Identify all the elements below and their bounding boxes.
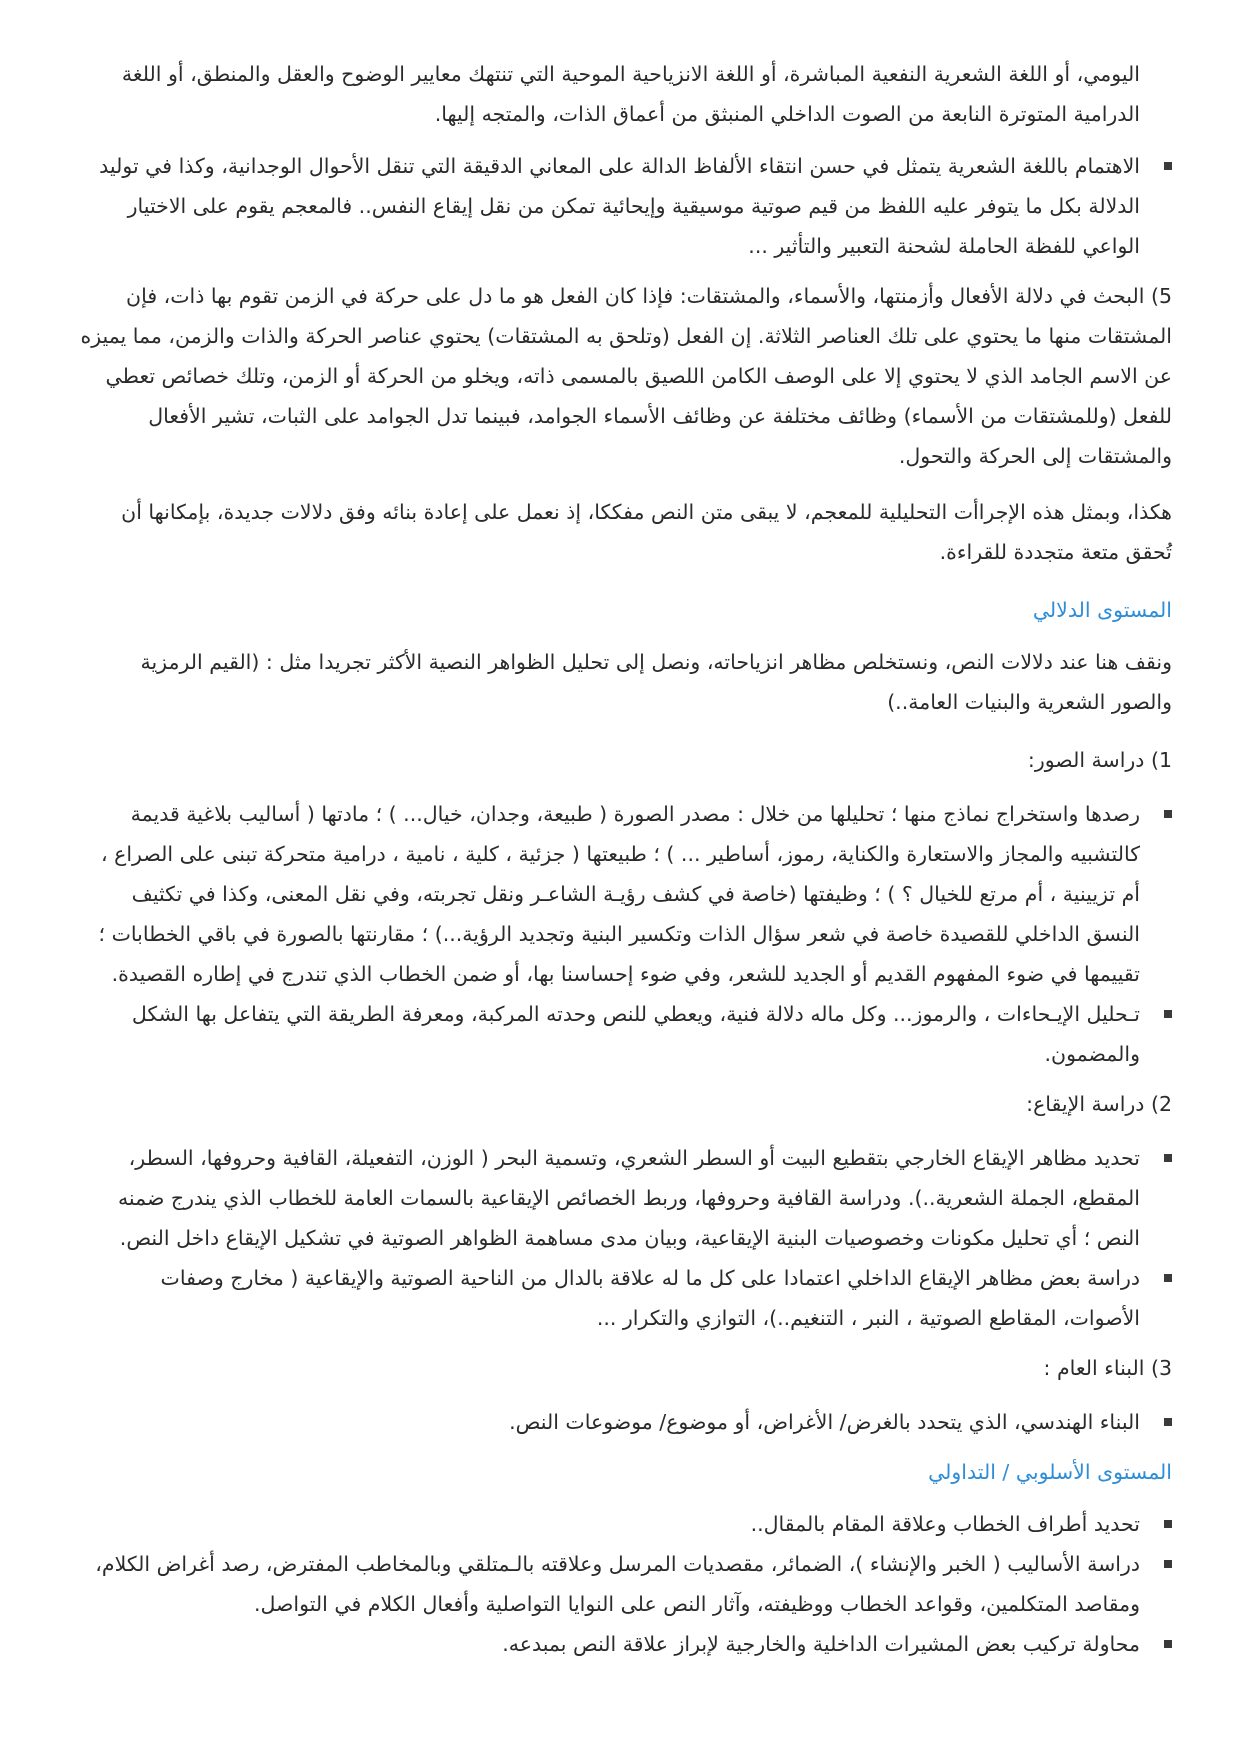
square-bullet-icon — [1164, 1560, 1172, 1568]
intro-continuation: اليومي، أو اللغة الشعرية النفعية المباشرة، أو اللغة الانزياحية الموحية التي تنتهك معايير الوضوح والعقل والمنطق، أو اللغة الدرامية المتوترة النابعة من الصوت الداخلي المنبثق من أعماق الذات، والمتجه إليها. — [121, 62, 1140, 126]
list-item: رصدها واستخراج نماذج منها ؛ تحليلها من خلال : مصدر الصورة ( طبيعة، وجدان، خيال... ) ؛ مادتها ( أساليب بلاغية قديمة كالتشبيه والمجاز والاستعارة والكناية، رموز، أساطير ... ) ؛ طبيعتها ( جزئية ، كلية ، نامية ، درامية متحركة تبنى على الصراع ، أم تزيينية ، أم مرتع للخيال ؟ ) ؛ وظيفتها (خاصة في كشف رؤيـة الشاعـر ونقل تجربته، وفي نقل المعنى، وكذا في تكثيف النسق الداخلي للقصيدة خاصة في شعر سؤال الذات وتكسير البنية وتجديد الرؤية...) ؛ مقارنتها بالصورة في باقي الخطابات ؛ تقييمها في ضوء المفهوم القديم أو الجديد للشعر، وفي ضوء إحساسنا بها، أو ضمن الخطاب الذي تندرج في إطاره القصيدة. — [80, 794, 1172, 994]
images-bullet-list — [80, 794, 1172, 1074]
square-bullet-icon — [1164, 1154, 1172, 1162]
intro-bullet-list — [80, 146, 1172, 266]
section-heading-semantic: المستوى الدلالي — [1032, 598, 1172, 622]
square-bullet-icon — [1164, 1418, 1172, 1426]
subheading-structure: 3) البناء العام : — [1043, 1356, 1172, 1380]
square-bullet-icon — [1164, 1010, 1172, 1018]
section-heading-stylistic: المستوى الأسلوبي / التداولي — [928, 1460, 1172, 1484]
list-item: دراسة بعض مظاهر الإيقاع الداخلي اعتمادا على كل ما له علاقة بالدال من الناحية الصوتية والإيقاعية ( مخارج وصفات الأصوات، المقاطع الصوتية ، النبر ، التنغيم..)، التوازي والتكرار ... — [80, 1258, 1172, 1338]
semantic-intro: ونقف هنا عند دلالات النص، ونستخلص مظاهر انزياحاته، ونصل إلى تحليل الظواهر النصية الأكثر تجريدا مثل : (القيم الرمزية والصور الشعرية والبنيات العامة..) — [140, 650, 1172, 714]
list-item: تحديد أطراف الخطاب وعلاقة المقام بالمقال.. — [80, 1504, 1172, 1544]
square-bullet-icon — [1164, 1274, 1172, 1282]
structure-bullet-list — [80, 1402, 1172, 1442]
list-item: تـحليل الإيـحاءات ، والرموز... وكل ماله دلالة فنية، ويعطي للنص وحدته المركبة، ومعرفة الطريقة التي يتفاعل بها الشكل والمضمون. — [80, 994, 1172, 1074]
subheading-rhythm: 2) دراسة الإيقاع: — [1026, 1092, 1172, 1116]
list-item: تحديد مظاهر الإيقاع الخارجي بتقطيع البيت أو السطر الشعري، وتسمية البحر ( الوزن، التفعيلة، القافية وحروفها، السطر، المقطع، الجملة الشعرية..). ودراسة القافية وحروفها، وربط الخصائص الإيقاعية بالسمات العامة للخطاب الذي يندرج ضمنه النص ؛ أي تحليل مكونات وخصوصيات البنية الإيقاعية، وبيان مدى مساهمة الظواهر الصوتية في تشكيل الإيقاع داخل النص. — [80, 1138, 1172, 1258]
rhythm-bullet-list — [80, 1138, 1172, 1338]
list-item: دراسة الأساليب ( الخبر والإنشاء )، الضمائر، مقصديات المرسل وعلاقته بالـمتلقي وبالمخاطب المفترض، رصد أغراض الكلام، ومقاصد المتكلمين، وقواعد الخطاب ووظيفته، وآثار النص على النوايا التواصلية وأفعال الكلام في التواصل. — [80, 1544, 1172, 1624]
stylistic-bullet-list — [80, 1504, 1172, 1664]
list-item: الاهتمام باللغة الشعرية يتمثل في حسن انتقاء الألفاظ الدالة على المعاني الدقيقة التي تنقل الأحوال الوجدانية، وكذا في توليد الدلالة بكل ما يتوفر عليه اللفظ من قيم صوتية موسيقية وإيحائية تمكن من نقل إيقاع النفس.. فالمعجم يقوم على الاختيار الواعي للفظة الحاملة لشحنة التعبير والتأثير ... — [80, 146, 1172, 266]
summary-paragraph: هكذا، وبمثل هذه الإجراأت التحليلية للمعجم، لا يبقى متن النص مفككا، إذ نعمل على إعادة بنائه وفق دلالات جديدة، بإمكانها أن تُحقق متعة متجددة للقراءة. — [121, 500, 1172, 564]
list-item: محاولة تركيب بعض المشيرات الداخلية والخارجية لإبراز علاقة النص بمبدعه. — [80, 1624, 1172, 1664]
square-bullet-icon — [1164, 1520, 1172, 1528]
square-bullet-icon — [1164, 162, 1172, 170]
list-item: البناء الهندسي، الذي يتحدد بالغرض/ الأغراض، أو موضوع/ موضوعات النص. — [80, 1402, 1172, 1442]
square-bullet-icon — [1164, 1640, 1172, 1648]
paragraph-5: 5) البحث في دلالة الأفعال وأزمنتها، والأسماء، والمشتقات: فإذا كان الفعل هو ما دل على حركة في الزمن تقوم بها ذات، فإن المشتقات منها ما يحتوي على تلك العناصر الثلاثة. إن الفعل (وتلحق به المشتقات) يحتوي عناصر الحركة والذات والزمن، مما يميزه عن الاسم الجامد الذي لا يحتوي إلا على الوصف الكامن اللصيق بالمسمى ذاته، ويخلو من الحركة أو الزمن، وتلك خصائص تعطي للفعل (وللمشتقات من الأسماء) وظائف مختلفة عن وظائف الأسماء الجوامد، فبينما تدل الجوامد على الثبات، تشير الأفعال والمشتقات إلى الحركة والتحول. — [80, 284, 1172, 468]
subheading-images: 1) دراسة الصور: — [1027, 748, 1172, 772]
square-bullet-icon — [1164, 810, 1172, 818]
